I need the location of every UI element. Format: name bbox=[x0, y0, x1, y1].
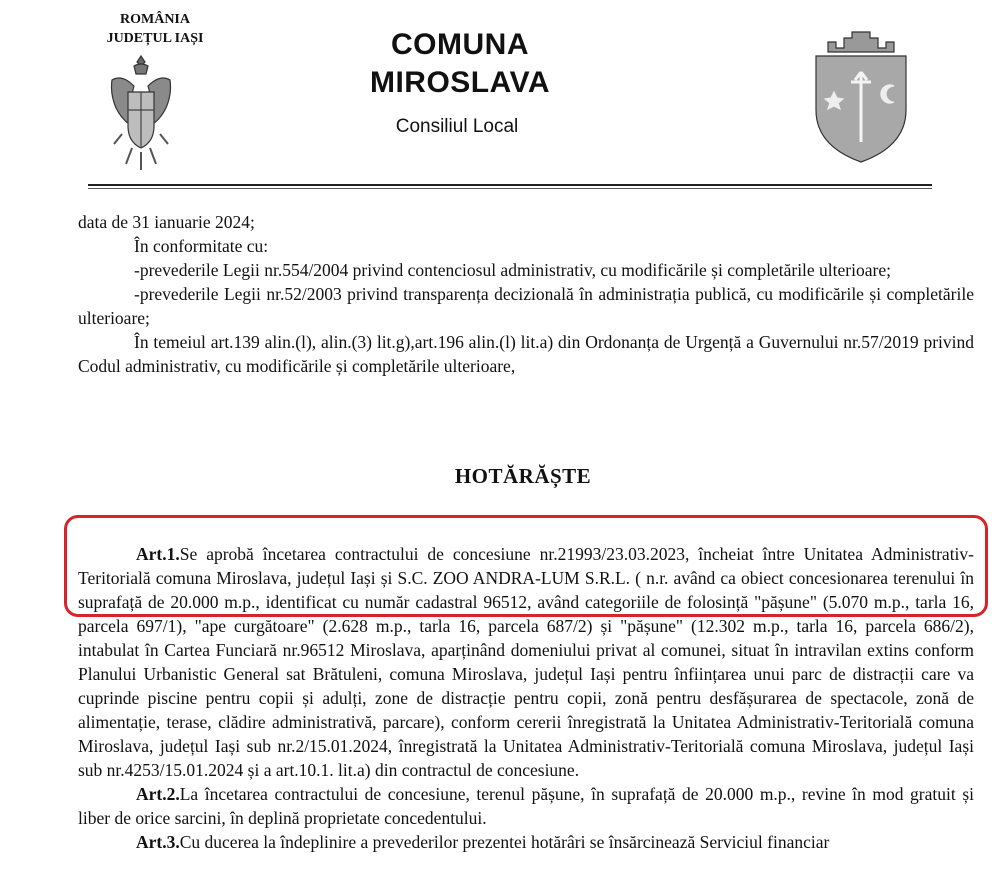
preamble-date: data de 31 ianuarie 2024; bbox=[78, 212, 255, 232]
romania-coat-of-arms-icon bbox=[104, 52, 178, 174]
preamble-law-52: -prevederile Legii nr.52/2003 privind transparența decizională în administrația publică, cu modificările și completările ulterioare; bbox=[78, 284, 974, 328]
country-label: ROMÂNIA bbox=[120, 12, 190, 27]
article-1-text: Se aprobă încetarea contractului de concesiune nr.21993/23.03.2023, încheiat între Unitatea Administrativ-Teritorială comuna Miroslava, județul Iași și S.C. ZOO ANDRA-LUM S.R.L. ( n.r. având ca obiect concesionarea terenului în suprafață de 20.000 m.p., identificat cu număr cadastral 96512, având categoriile de folosință "pășune" (5.070 m.p., tarla 16, parcela 697/1), "ape curgătoare" (2.628 m.p., tarla 16, parcela 687/2) și "pășune" (12.302 m.p., tarla 16, parcela 686/2), intabulat în Cartea Funciară nr.96512 Miroslava, aparținând domeniului privat al comunei, situat în intravilan extins conform Planului Urbanistic General sat Brătuleni, comuna Miroslava, județul Iași pentru înființarea unui parc de distracții care va cuprinde piscine pentru copii și adulți, zone de distracție pentru copii, zonă pentru desfășurarea de spectacole, zonă de alimentație, terase, clădire administrativă, parcare), conform cererii înregistrată la Unitatea Administrativ-Teritorială comuna Miroslava, județul Iași sub nr.2/15.01.2024, înregistrată la Unitatea Administrativ-Teritorială comuna Miroslava, județul Iași sub nr.4253/15.01.2024 și a art.10.1. lit.a) din contractul de concesiune. bbox=[78, 544, 974, 780]
preamble-temei: În temeiul art.139 alin.(l), alin.(3) lit.g),art.196 alin.(l) lit.a) din Ordonanța de Urgență a Guvernului nr.57/2019 privind Codul administrativ, cu modificările și completările ulterioare, bbox=[78, 332, 974, 376]
header-left-block bbox=[92, 10, 218, 48]
preamble bbox=[78, 210, 974, 378]
article-1-label: Art.1. bbox=[136, 544, 180, 564]
article-3-label: Art.3. bbox=[136, 832, 180, 852]
article-3-text: Cu ducerea la îndeplinire a prevederilor prezentei hotărâri se însărcinează Serviciul financiar bbox=[179, 832, 830, 852]
article-1 bbox=[78, 542, 974, 782]
article-2 bbox=[78, 782, 974, 830]
title-line-1: COMUNA bbox=[391, 28, 529, 61]
articles bbox=[78, 542, 974, 854]
county-label: JUDEȚUL IAȘI bbox=[106, 31, 204, 46]
article-2-label: Art.2. bbox=[136, 784, 180, 804]
page-title bbox=[300, 26, 620, 102]
header-rule-thin bbox=[88, 188, 932, 189]
decision-heading: HOTĂRĂȘTE bbox=[454, 464, 592, 488]
title-line-2: MIROSLAVA bbox=[369, 66, 551, 99]
preamble-law-554: -prevederile Legii nr.554/2004 privind contenciosul administrativ, cu modificările și completările ulterioare; bbox=[134, 260, 891, 280]
page-subtitle: Consiliul Local bbox=[395, 116, 519, 137]
article-3 bbox=[78, 830, 974, 854]
article-2-text: La încetarea contractului de concesiune, terenul pășune, în suprafață de 20.000 m.p., revine în mod gratuit și liber de orice sarcini, în deplină proprietate concedentului. bbox=[78, 784, 974, 828]
header-rule bbox=[88, 184, 932, 186]
preamble-conform: În conformitate cu: bbox=[134, 236, 269, 256]
miroslava-coat-of-arms-icon bbox=[806, 22, 916, 164]
